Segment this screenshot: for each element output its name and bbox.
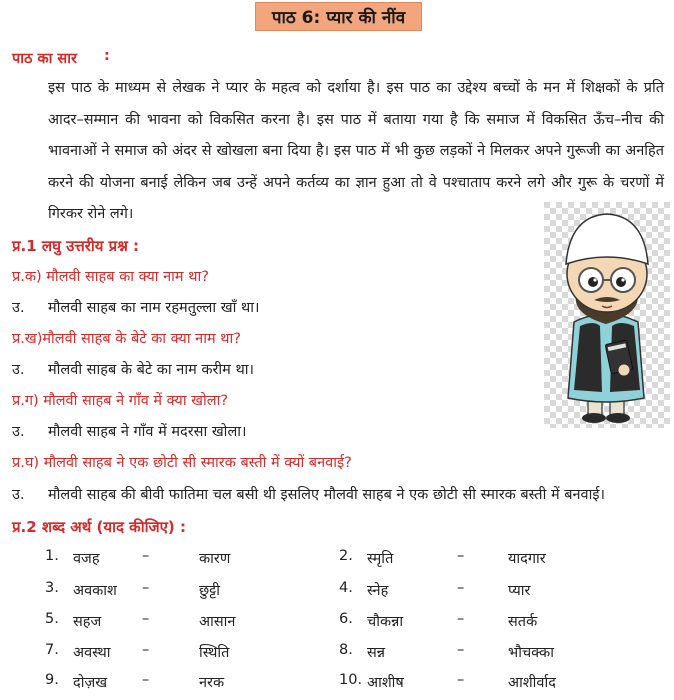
answer-text: मौलवी साहब का नाम रहमतुल्ला खाँ था। [48,300,260,316]
vocab-word: सहज [73,614,102,630]
summary-line: करने की योजना बनाई लेकिन जब उन्हें अपने कर्तव्य का ज्ञान हुआ तो वे पश्चाताप करने लगे और गुरू के चरणों में [48,174,664,191]
summary-heading: पाठ का सार [12,51,77,67]
vocab-word: वजह [73,551,100,567]
vocab-number: 8. [339,642,353,658]
question: प्र.क) मौलवी साहब का क्या नाम था? [12,269,209,285]
summary-colon: : [104,48,110,64]
vocab-number: 2. [339,548,353,564]
vocab-dash: – [457,611,465,627]
maulvi-cartoon-illustration [544,202,670,428]
answer-text: मौलवी साहब ने गाँव में मदरसा खोला। [48,424,247,440]
vocab-dash: – [142,580,150,596]
lesson-title: पाठ 6: प्यार की नींव [255,2,422,31]
vocab-meaning: स्थिति [199,645,230,661]
vocab-meaning: आसान [199,614,236,630]
answer-marker: उ. [12,362,25,378]
vocab-dash: – [457,672,465,688]
vocab-word: स्नेह [367,583,389,599]
vocab-word: सन्न [367,645,386,661]
question: प्र.ख)मौलवी साहब के बेटे का क्या नाम था? [12,331,241,347]
answer-marker: उ. [12,300,25,316]
vocab-meaning: नरक [199,675,225,691]
vocab-meaning: यादगार [508,551,546,567]
vocab-meaning: आशीर्वाद [508,675,556,691]
vocab-meaning: छुट्टी [199,583,221,599]
answer-marker: उ. [12,487,25,503]
vocab-dash: – [457,548,465,564]
vocab-meaning: कारण [199,551,231,567]
answer-text: मौलवी साहब की बीवी फातिमा चल बसी थी इसलिए मौलवी साहब ने एक छोटी सी स्मारक बस्ती में बनवाई। [48,487,605,503]
vocab-word: अवस्था [73,645,111,661]
vocab-word: चौकन्ना [367,614,404,630]
vocab-number: 6. [339,611,353,627]
vocab-meaning: भौचक्का [508,645,554,661]
section1-heading: प्र.1 लघु उत्तरीय प्रश्न : [12,237,140,255]
answer-marker: उ. [12,424,25,440]
vocab-number: 1. [45,548,59,564]
vocab-dash: – [142,611,150,627]
vocab-number: 3. [45,580,59,596]
vocab-number: 9. [45,672,59,688]
vocab-word: आशीष [367,675,404,691]
summary-line: इस पाठ के माध्यम से लेखक ने प्यार के महत्व को दर्शाया है। इस पाठ का उद्देश्य बच्चों के मन में शिक्षकों के प्रति [48,80,664,96]
answer-text: मौलवी साहब के बेटे का नाम करीम था। [48,362,254,378]
vocab-number: 5. [45,611,59,627]
summary-line: आदर–सम्मान की भावना को विकसित करना है। इस पाठ में बताया गया है कि समाज में विकसित ऊँच–नीच की [48,111,664,128]
summary-line: भावनाओं ने समाज को अंदर से खोखला बना दिया है। इस पाठ में भी कुछ लड़कों ने मिलकर अपने गुरूजी का अनहित [48,143,664,159]
question: प्र.ग) मौलवी साहब ने गाँव में क्या खोला? [12,393,229,409]
summary-line: गिरकर रोने लगे। [48,206,134,222]
vocab-meaning: सतर्क [508,614,538,630]
vocab-number: 4. [339,580,353,596]
vocab-dash: – [457,642,465,658]
vocab-word: अवकाश [73,583,117,599]
vocab-dash: – [142,548,150,564]
vocab-dash: – [142,672,150,688]
vocab-dash: – [142,642,150,658]
vocab-number: 7. [45,642,59,658]
vocab-meaning: प्यार [508,583,531,599]
vocab-number: 10. [339,672,363,688]
question: प्र.घ) मौलवी साहब ने एक छोटी सी स्मारक बस्ती में क्यों बनवाई? [12,455,352,471]
vocab-word: स्मृति [367,551,394,567]
vocab-dash: – [457,580,465,596]
vocab-word: दोज़ख [73,675,108,691]
section2-heading: प्र.2 शब्द अर्थ (याद कीजिए) : [12,518,186,536]
